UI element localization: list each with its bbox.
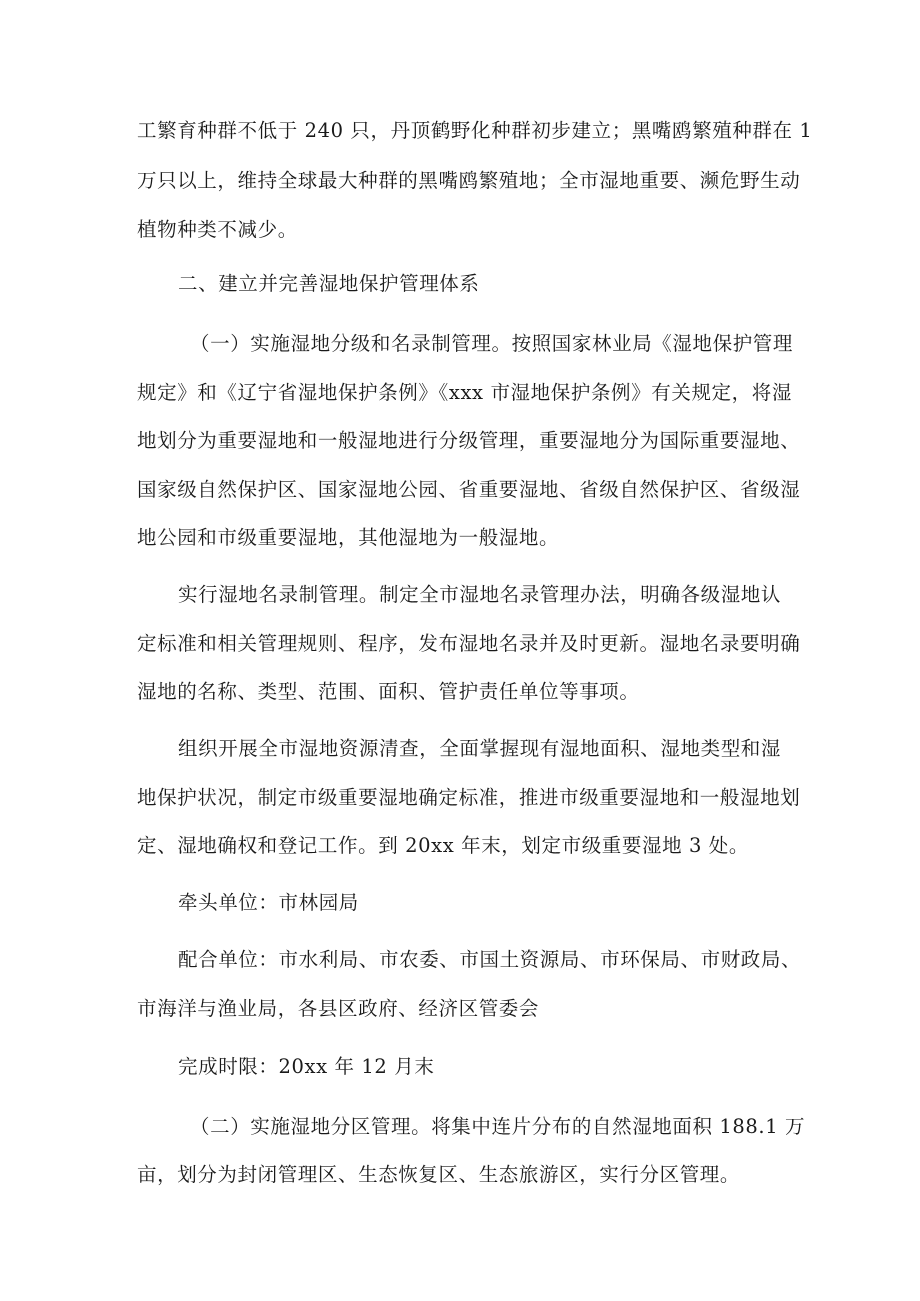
text-line: 植物种类不减少。 [137, 218, 298, 241]
section-heading: 二、建立并完善湿地保护管理体系 [178, 272, 480, 295]
text-line: （二）实施湿地分区管理。将集中连片分布的自然湿地面积 188.1 万 [190, 1115, 806, 1138]
text-line: 亩，划分为封闭管理区、生态恢复区、生态旅游区，实行分区管理。 [137, 1163, 741, 1186]
text-line: 定、湿地确权和登记工作。到 20xx 年末，划定市级重要湿地 3 处。 [137, 834, 750, 857]
text-line: 地公园和市级重要湿地，其他湿地为一般湿地。 [137, 526, 560, 549]
text-line: 组织开展全市湿地资源清查，全面掌握现有湿地面积、湿地类型和湿 [178, 737, 782, 760]
text-line: 定标准和相关管理规则、程序，发布湿地名录并及时更新。湿地名录要明确 [137, 632, 801, 655]
text-line: 万只以上，维持全球最大种群的黑嘴鸥繁殖地；全市湿地重要、濒危野生动 [137, 169, 801, 192]
text-line: 地划分为重要湿地和一般湿地进行分级管理，重要湿地分为国际重要湿地、 [137, 429, 801, 452]
text-line: 地保护状况，制定市级重要湿地确定标准，推进市级重要湿地和一般湿地划 [137, 786, 801, 809]
deadline-line: 完成时限：20xx 年 12 月末 [178, 1055, 435, 1078]
text-line: （一）实施湿地分级和名录制管理。按照国家林业局《湿地保护管理 [190, 332, 794, 355]
cooperating-units-line: 配合单位：市水利局、市农委、市国土资源局、市环保局、市财政局、 [178, 948, 802, 971]
text-line: 规定》和《辽宁省湿地保护条例》《xxx 市湿地保护条例》有关规定，将湿 [137, 381, 792, 404]
text-line: 工繁育种群不低于 240 只，丹顶鹤野化种群初步建立；黑嘴鸥繁殖种群在 1 [137, 119, 813, 142]
text-line: 实行湿地名录制管理。制定全市湿地名录管理办法，明确各级湿地认 [178, 583, 782, 606]
text-line: 湿地的名称、类型、范围、面积、管护责任单位等事项。 [137, 680, 640, 703]
text-line: 国家级自然保护区、国家湿地公园、省重要湿地、省级自然保护区、省级湿 [137, 478, 801, 501]
lead-unit-line: 牵头单位：市林园局 [178, 891, 359, 914]
text-line: 市海洋与渔业局，各县区政府、经济区管委会 [137, 997, 540, 1020]
